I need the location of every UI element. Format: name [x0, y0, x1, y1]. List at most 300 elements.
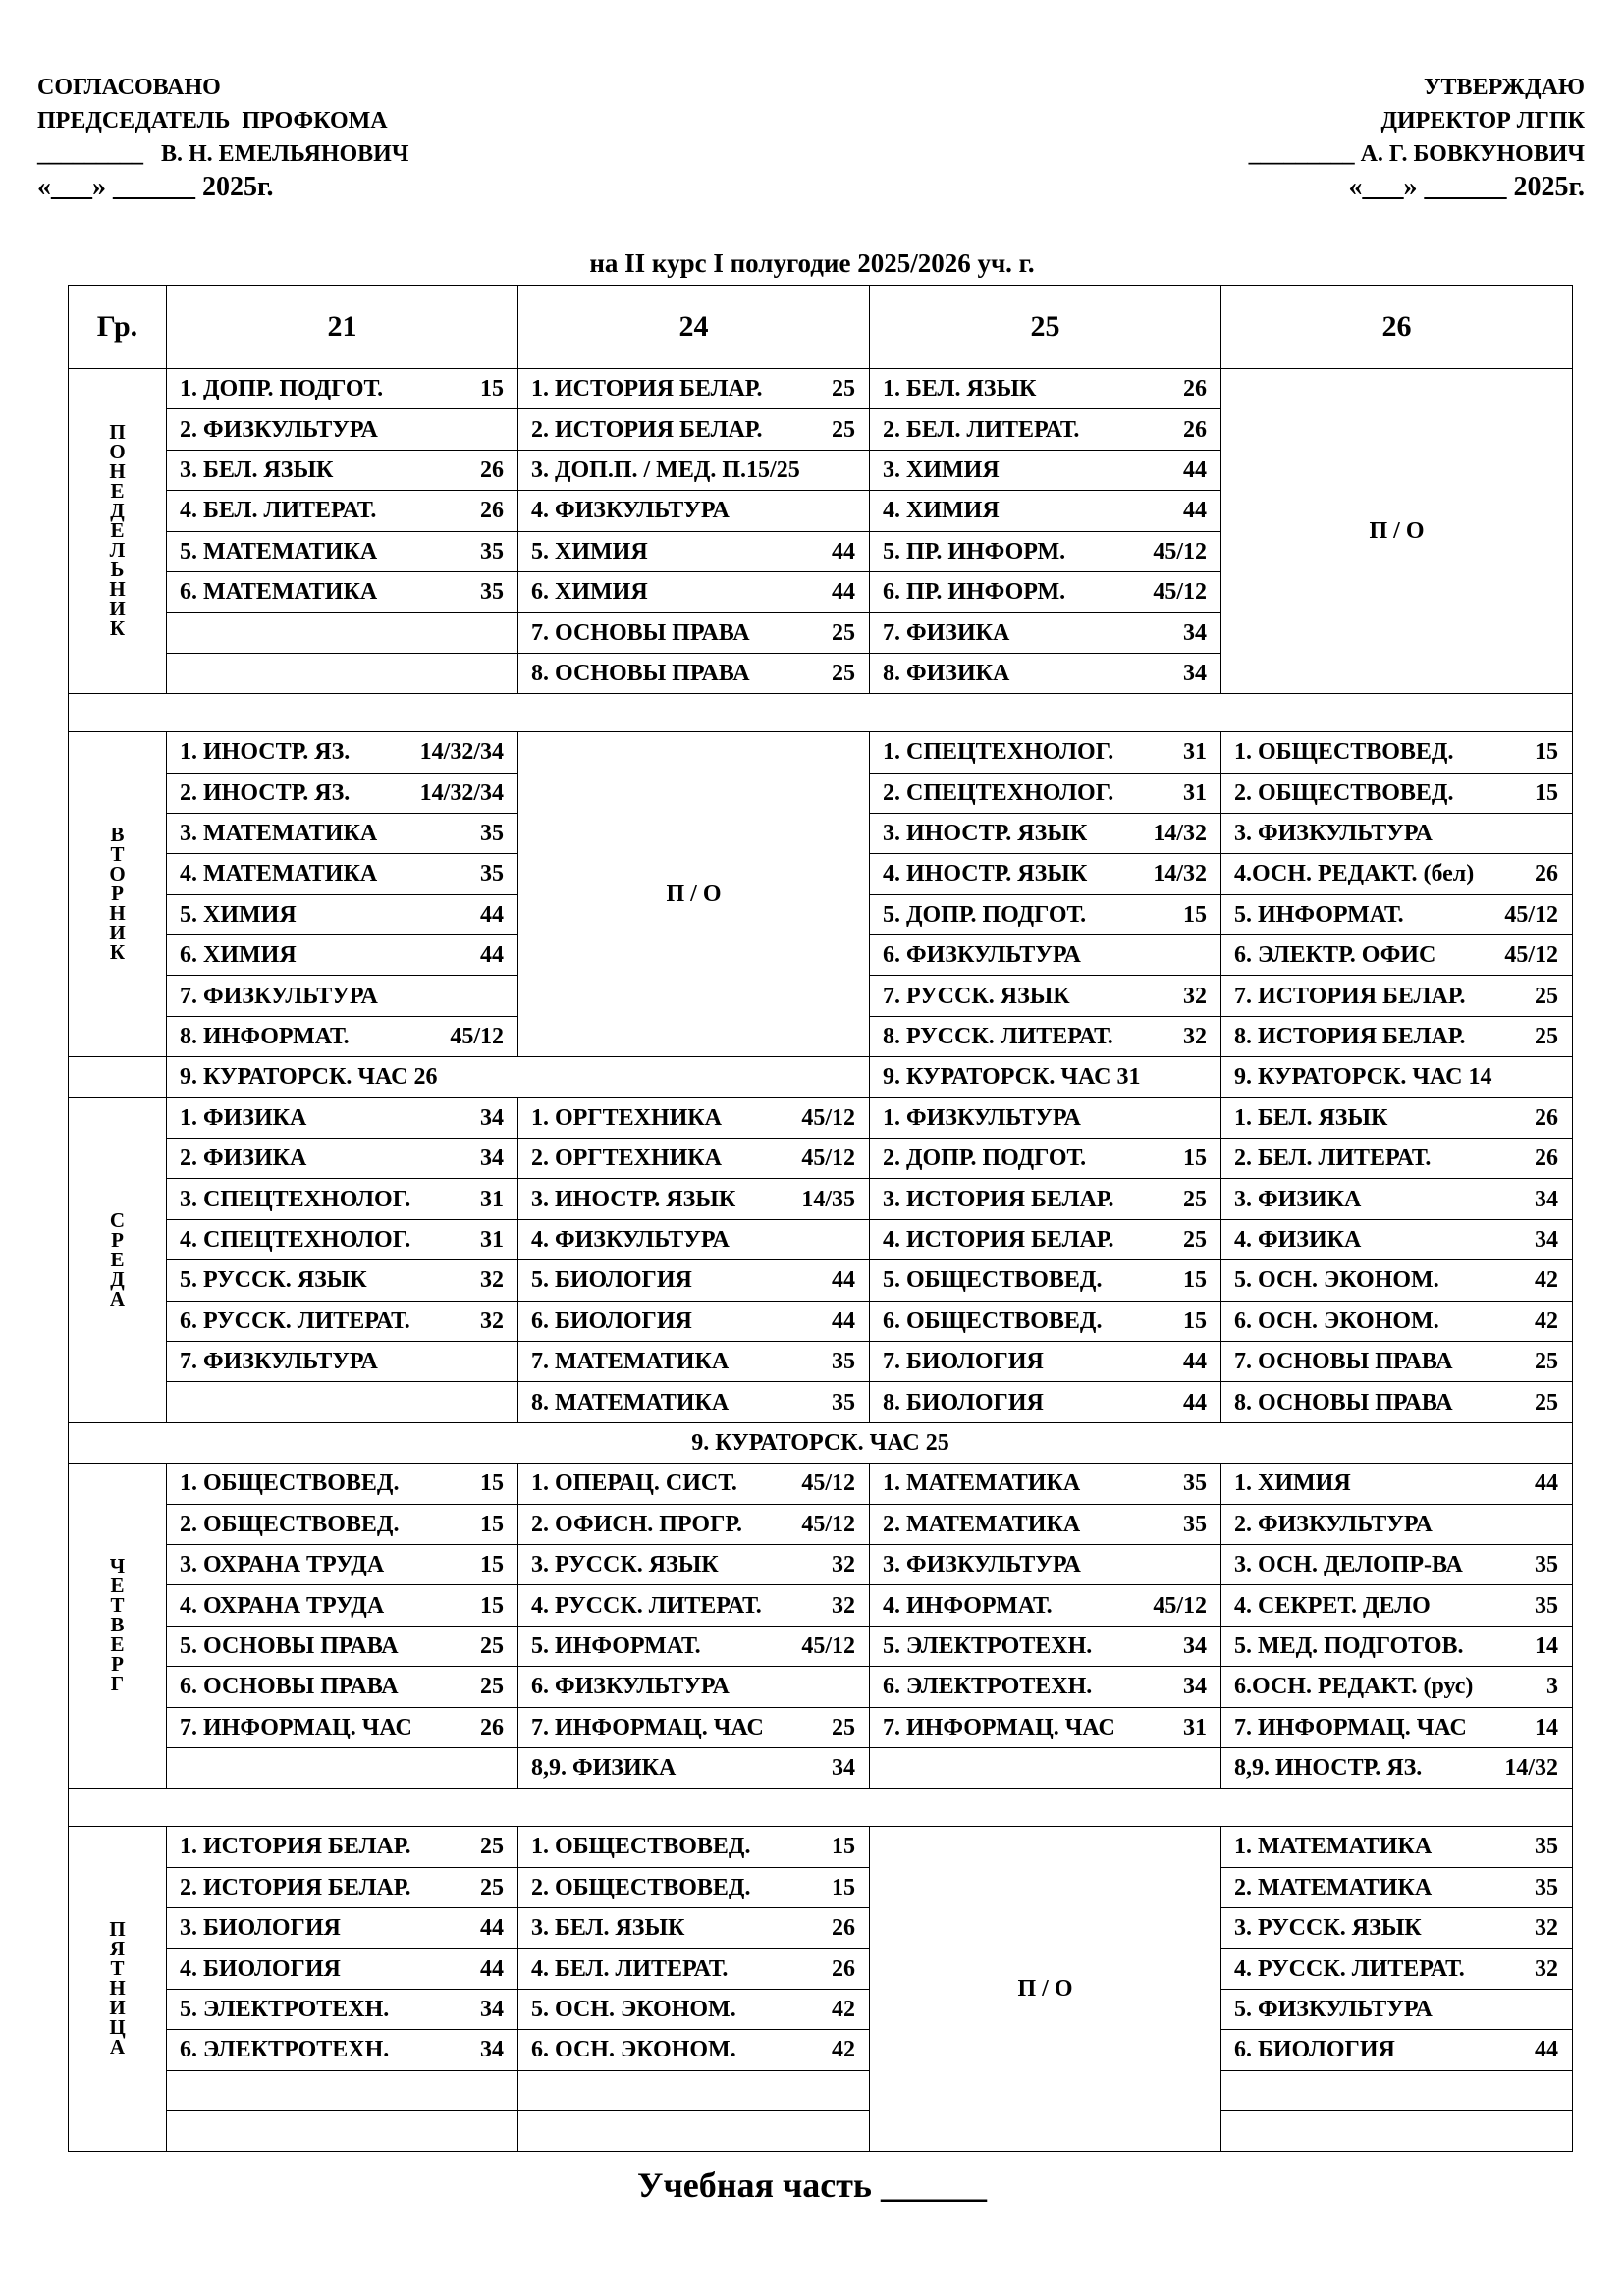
- spacer-cell: [69, 1789, 1573, 1827]
- lesson-cell: [870, 894, 1221, 934]
- lesson-room: 15: [832, 1834, 855, 1860]
- lesson-subject: 6. МАТЕМАТИКА: [180, 579, 378, 606]
- lesson: [167, 862, 517, 885]
- lesson-subject: 7. ФИЗИКА: [883, 619, 1010, 646]
- lesson-room: 44: [1183, 1389, 1207, 1415]
- lesson-cell: [870, 653, 1221, 693]
- lesson: [870, 1309, 1220, 1333]
- lesson-room: 14/32/34: [419, 739, 504, 766]
- lesson-subject: 3. МАТЕМАТИКА: [180, 821, 378, 847]
- lesson-subject: 2. ИНОСТР. ЯЗ.: [180, 779, 351, 806]
- schedule-table: [68, 285, 1573, 2152]
- lesson-row: [69, 1260, 1573, 1301]
- lesson-cell: [870, 813, 1221, 853]
- lesson: [518, 1268, 869, 1292]
- lesson-room: 34: [480, 1146, 504, 1172]
- lesson-cell: [870, 613, 1221, 653]
- practice-cell: П / О: [518, 732, 870, 1057]
- lesson: [870, 1716, 1220, 1739]
- lesson-cell: [1221, 1747, 1573, 1788]
- lesson-cell: [1221, 1139, 1573, 1179]
- lesson-subject: 6. ФИЗКУЛЬТУРА: [883, 942, 1081, 969]
- lesson-subject: 5. РУССК. ЯЗЫК: [180, 1267, 367, 1294]
- lesson-subject: 3. ФИЗКУЛЬТУРА: [883, 1552, 1081, 1578]
- lesson-room: 14: [1535, 1632, 1558, 1659]
- lesson-subject: 3. БЕЛ. ЯЗЫК: [180, 456, 334, 483]
- lesson-subject: 2. ФИЗКУЛЬТУРА: [1234, 1511, 1433, 1537]
- lesson-cell: [1221, 1341, 1573, 1381]
- lesson-subject: 1. ОБЩЕСТВОВЕД.: [1234, 739, 1454, 766]
- spacer-row: [69, 694, 1573, 732]
- lesson-cell: [518, 1179, 870, 1219]
- lesson-subject: 6.ОСН. РЕДАКТ. (рус): [1234, 1674, 1474, 1700]
- lesson-cell: [870, 1097, 1221, 1138]
- lesson-cell: [1221, 1827, 1573, 1867]
- lesson: [870, 580, 1220, 604]
- lesson-cell: [167, 1585, 518, 1626]
- lesson-subject: 4. РУССК. ЛИТЕРАТ.: [531, 1592, 762, 1619]
- lesson-cell: [167, 773, 518, 813]
- lesson-cell: [518, 1219, 870, 1259]
- lesson-cell: [1221, 813, 1573, 853]
- lesson-room: 14/32: [1504, 1755, 1558, 1782]
- day-letter: Д: [110, 499, 125, 523]
- lesson-subject: 2. МАТЕМАТИКА: [883, 1511, 1081, 1537]
- lesson-subject: 4.ОСН. РЕДАКТ. (бел): [1234, 861, 1475, 887]
- lesson-subject: 1. ФИЗИКА: [180, 1104, 307, 1131]
- lesson-cell: [167, 2111, 518, 2152]
- lesson-cell: [167, 1139, 518, 1179]
- lesson-room: 15: [1183, 1146, 1207, 1172]
- lesson-cell: [518, 1827, 870, 1867]
- approve-date: «___» ______ 2025г.: [1348, 172, 1585, 202]
- lesson-subject: 3. ИНОСТР. ЯЗЫК: [883, 821, 1088, 847]
- lesson-subject: 1. ОБЩЕСТВОВЕД.: [180, 1470, 400, 1497]
- lesson-subject: 7. МАТЕМАТИКА: [531, 1349, 730, 1375]
- lesson-room: 25: [1535, 983, 1558, 1009]
- lesson-room: 44: [832, 1267, 855, 1294]
- lesson-subject: 5. ДОПР. ПОДГОТ.: [883, 901, 1087, 928]
- lesson-room: 26: [480, 1714, 504, 1740]
- lesson: [1221, 903, 1572, 927]
- lesson-cell: [167, 1097, 518, 1138]
- lesson-room: 35: [480, 821, 504, 847]
- lesson-room: 34: [480, 2037, 504, 2063]
- day-letter: А: [109, 1286, 126, 1310]
- lesson-room: 42: [832, 2037, 855, 2063]
- lesson-room: 31: [1183, 739, 1207, 766]
- lesson-cell: [870, 935, 1221, 976]
- curator-hour-21-24: 9. КУРАТОРСК. ЧАС 26: [167, 1057, 870, 1097]
- lesson-cell: [518, 1464, 870, 1504]
- day-letter: Н: [109, 901, 126, 926]
- lesson-row: [69, 1867, 1573, 1907]
- lesson-cell: [167, 1827, 518, 1867]
- lesson-cell: [1221, 1949, 1573, 1989]
- lesson-room: 31: [480, 1186, 504, 1212]
- lesson-row: [69, 1908, 1573, 1949]
- lesson-room: 25: [832, 1714, 855, 1740]
- lesson-room: 25: [1535, 1024, 1558, 1050]
- lesson-row: [69, 2070, 1573, 2110]
- lesson-room: 31: [480, 1227, 504, 1253]
- lesson-row: [69, 1989, 1573, 2029]
- lesson-row: [69, 1544, 1573, 1584]
- lesson-cell: [167, 450, 518, 490]
- lesson: [167, 985, 517, 1008]
- lesson-subject: 4. РУССК. ЛИТЕРАТ.: [1234, 1955, 1465, 1982]
- lesson-subject: 8. ФИЗИКА: [883, 660, 1010, 686]
- lesson-subject: 8. ИСТОРИЯ БЕЛАР.: [1234, 1024, 1466, 1050]
- lesson-room: 45/12: [1153, 579, 1207, 606]
- lesson: [870, 822, 1220, 845]
- lesson: [518, 1553, 869, 1576]
- lesson-room: 45/12: [1504, 901, 1558, 928]
- lesson-subject: 3. БЕЛ. ЯЗЫК: [531, 1915, 685, 1942]
- lesson: [870, 1594, 1220, 1618]
- lesson-subject: 8. ОСНОВЫ ПРАВА: [1234, 1389, 1453, 1415]
- lesson-subject: 4. БЕЛ. ЛИТЕРАТ.: [180, 498, 377, 524]
- lesson-cell: [518, 613, 870, 653]
- lesson-room: 26: [1535, 861, 1558, 887]
- lesson-subject: 5. БИОЛОГИЯ: [531, 1267, 692, 1294]
- lesson-cell: [518, 653, 870, 693]
- lesson: [167, 943, 517, 967]
- lesson: [518, 1594, 869, 1618]
- lesson-cell: [1221, 1867, 1573, 1907]
- lesson-cell: [167, 369, 518, 409]
- day-letter: Е: [110, 518, 125, 543]
- lesson-subject: 7. ИНФОРМАЦ. ЧАС: [531, 1714, 764, 1740]
- lesson: [518, 1916, 869, 1940]
- lesson-subject: 5. ОСНОВЫ ПРАВА: [180, 1632, 399, 1659]
- practice-cell: П / О: [870, 1827, 1221, 2152]
- day-letter: Р: [111, 881, 124, 906]
- day-tue: [69, 732, 167, 1057]
- day-letter: О: [109, 440, 126, 464]
- lesson-subject: 5. ИНФОРМАТ.: [531, 1632, 701, 1659]
- lesson-room: 32: [1183, 1024, 1207, 1050]
- lesson-cell: [1221, 1908, 1573, 1949]
- lesson-cell: [518, 1260, 870, 1301]
- lesson-subject: 5. ПР. ИНФОРМ.: [883, 538, 1066, 564]
- lesson-subject: 5. ЭЛЕКТРОТЕХН.: [180, 1997, 390, 2023]
- lesson-subject: 5. МАТЕМАТИКА: [180, 538, 378, 564]
- lesson-row: [69, 1219, 1573, 1259]
- lesson-cell: [167, 409, 518, 450]
- lesson-room: 44: [1535, 1470, 1558, 1497]
- lesson-row: [69, 1139, 1573, 1179]
- lesson-subject: 4. СПЕЦТЕХНОЛОГ.: [180, 1227, 411, 1253]
- lesson-cell: [167, 935, 518, 976]
- director-label: ДИРЕКТОР ЛГПК: [1380, 108, 1585, 133]
- lesson-room: 25: [1535, 1349, 1558, 1375]
- lesson-subject: 3. ФИЗИКА: [1234, 1186, 1362, 1212]
- day-letter: Г: [110, 1672, 125, 1696]
- lesson-cell: [870, 1139, 1221, 1179]
- lesson-subject: 5. ФИЗКУЛЬТУРА: [1234, 1997, 1433, 2023]
- lesson-subject: 4. ИНОСТР. ЯЗЫК: [883, 861, 1088, 887]
- lesson: [518, 1471, 869, 1495]
- lesson-room: 15: [832, 1874, 855, 1900]
- lesson-subject: 1. БЕЛ. ЯЗЫК: [1234, 1104, 1388, 1131]
- lesson: [167, 540, 517, 563]
- day-label: [109, 420, 126, 641]
- approval-block-left: [37, 71, 408, 204]
- lesson-cell: [870, 1747, 1221, 1788]
- day-label: [109, 1917, 126, 2059]
- lesson-room: 45/12: [450, 1024, 504, 1050]
- lesson: [870, 1634, 1220, 1658]
- lesson: [518, 1675, 869, 1698]
- lesson-cell: [167, 491, 518, 531]
- lesson-room: 45/12: [801, 1104, 855, 1131]
- lesson-row: [69, 1827, 1573, 1867]
- approve-label: УТВЕРЖДАЮ: [1423, 75, 1585, 100]
- day-mon: [69, 369, 167, 694]
- lesson: [518, 377, 869, 400]
- lesson: [1221, 1350, 1572, 1373]
- lesson: [167, 781, 517, 805]
- day-letter: Н: [109, 1976, 126, 2001]
- lesson-cell: [1221, 2111, 1573, 2152]
- day-letter: Ь: [110, 558, 125, 582]
- lesson: [1221, 1147, 1572, 1170]
- day-letter: Е: [110, 479, 125, 504]
- lesson-room: 32: [480, 1308, 504, 1334]
- lesson: [870, 985, 1220, 1008]
- lesson: [167, 1916, 517, 1940]
- lesson: [870, 499, 1220, 522]
- lesson: [518, 1228, 869, 1252]
- lesson-room: 25: [1183, 1186, 1207, 1212]
- lesson-subject: 8. ИНФОРМАТ.: [180, 1024, 350, 1050]
- lesson-cell: [518, 1667, 870, 1707]
- lesson-subject: 8. РУССК. ЛИТЕРАТ.: [883, 1024, 1113, 1050]
- lesson-cell: [518, 1301, 870, 1341]
- lesson-cell: [870, 854, 1221, 894]
- lesson: [518, 1188, 869, 1211]
- lesson-room: 34: [832, 1755, 855, 1782]
- lesson-cell: [518, 1626, 870, 1666]
- lesson: [870, 1268, 1220, 1292]
- lesson: [167, 458, 517, 482]
- lesson-cell: [518, 1908, 870, 1949]
- day-thu: [69, 1464, 167, 1789]
- lesson-subject: 1. ФИЗКУЛЬТУРА: [883, 1104, 1081, 1131]
- lesson-room: 44: [480, 1955, 504, 1982]
- lesson: [518, 1391, 869, 1415]
- day-letter: Н: [109, 459, 126, 484]
- lesson-cell: [1221, 1179, 1573, 1219]
- lesson-subject: 1. ОРГТЕХНИКА: [531, 1104, 723, 1131]
- lesson-room: 15: [480, 1470, 504, 1497]
- lesson-subject: 2. ОРГТЕХНИКА: [531, 1146, 723, 1172]
- lesson-row: [69, 1949, 1573, 1989]
- lesson-subject: 7. ИНФОРМАЦ. ЧАС: [180, 1714, 412, 1740]
- lesson-cell: [1221, 1707, 1573, 1747]
- lesson-row: [69, 1585, 1573, 1626]
- lesson-cell: [518, 531, 870, 571]
- lesson: [870, 1553, 1220, 1576]
- lesson-cell: [870, 976, 1221, 1016]
- lesson-subject: 6. ЭЛЕКТРОТЕХН.: [180, 2037, 390, 2063]
- group-21: 21: [167, 286, 518, 369]
- lesson-room: 35: [1535, 1552, 1558, 1578]
- lesson-cell: [167, 894, 518, 934]
- lesson-subject: 5. ХИМИЯ: [531, 538, 648, 564]
- lesson: [1221, 1309, 1572, 1333]
- footer-signature: Учебная часть ______: [637, 2165, 987, 2205]
- lesson-cell: [518, 369, 870, 409]
- day-label: [109, 823, 126, 965]
- day-letter: Ч: [109, 1554, 126, 1578]
- day-letter: Р: [111, 1652, 124, 1677]
- lesson-room: 32: [480, 1267, 504, 1294]
- lesson: [870, 1513, 1220, 1536]
- day-letter: Е: [110, 1574, 125, 1598]
- lesson-room: 25: [832, 619, 855, 646]
- day-letter: П: [109, 420, 126, 445]
- lesson-row: [69, 1464, 1573, 1504]
- lesson-room: 32: [1535, 1955, 1558, 1982]
- curator-hour-26: 9. КУРАТОРСК. ЧАС 14: [1221, 1057, 1573, 1097]
- lesson-cell: [167, 1989, 518, 2029]
- lesson-room: 34: [1183, 1632, 1207, 1659]
- lesson-room: 15: [1183, 901, 1207, 928]
- lesson-cell: [167, 1949, 518, 1989]
- lesson: [1221, 943, 1572, 967]
- lesson-room: 45/12: [801, 1511, 855, 1537]
- lesson-subject: 7. ИНФОРМАЦ. ЧАС: [883, 1714, 1115, 1740]
- lesson-cell: [518, 1382, 870, 1422]
- lesson: [167, 1309, 517, 1333]
- lesson: [167, 1553, 517, 1576]
- lesson: [1221, 1553, 1572, 1576]
- lesson-room: 15: [1183, 1267, 1207, 1294]
- lesson-cell: [167, 1016, 518, 1056]
- lesson: [1221, 1268, 1572, 1292]
- lesson-room: 3: [1546, 1674, 1558, 1700]
- lesson-cell: [870, 571, 1221, 612]
- day-letter: К: [109, 616, 126, 641]
- lesson-room: 34: [1535, 1186, 1558, 1212]
- lesson-room: 35: [1535, 1834, 1558, 1860]
- lesson: [167, 1957, 517, 1981]
- day-letter: Я: [109, 1937, 126, 1961]
- lesson-cell: [167, 1260, 518, 1301]
- lesson-cell: [167, 1219, 518, 1259]
- lesson: [518, 1350, 869, 1373]
- lesson-cell: [167, 571, 518, 612]
- lesson: [167, 1228, 517, 1252]
- lesson: [1221, 1916, 1572, 1940]
- lesson-room: 45/12: [1504, 942, 1558, 969]
- lesson-subject: 1. БЕЛ. ЯЗЫК: [883, 376, 1037, 402]
- lesson: [518, 499, 869, 522]
- lesson-subject: 5. ИНФОРМАТ.: [1234, 901, 1404, 928]
- day-letter: П: [109, 1917, 126, 1942]
- lesson-cell: [167, 1382, 518, 1422]
- lesson: [167, 580, 517, 604]
- lesson-cell: [167, 813, 518, 853]
- lesson-subject: 1. ХИМИЯ: [1234, 1470, 1351, 1497]
- lesson-subject: 2. ФИЗКУЛЬТУРА: [180, 416, 378, 443]
- lesson-cell: [1221, 1667, 1573, 1707]
- lesson-row: [69, 369, 1573, 409]
- lesson: [1221, 1998, 1572, 2021]
- lesson-room: 44: [1535, 2037, 1558, 2063]
- lesson-room: 14/32: [1153, 861, 1207, 887]
- lesson: [1221, 862, 1572, 885]
- curator-row: [69, 1057, 1573, 1097]
- lesson: [870, 1350, 1220, 1373]
- lesson: [518, 1147, 869, 1170]
- lesson-cell: [518, 1989, 870, 2029]
- lesson: [870, 781, 1220, 805]
- lesson-cell: [167, 1867, 518, 1907]
- day-letter: Е: [110, 1632, 125, 1657]
- header-row: [69, 286, 1573, 369]
- lesson-subject: 7. ИСТОРИЯ БЕЛАР.: [1234, 983, 1466, 1009]
- lesson-room: 32: [832, 1592, 855, 1619]
- lesson: [167, 1471, 517, 1495]
- lesson: [167, 1025, 517, 1048]
- lesson-row: [69, 1341, 1573, 1381]
- lesson-cell: [518, 1747, 870, 1788]
- lesson-cell: [870, 1179, 1221, 1219]
- lesson: [1221, 1106, 1572, 1130]
- lesson-subject: 3. ИСТОРИЯ БЕЛАР.: [883, 1186, 1114, 1212]
- lesson-cell: [870, 369, 1221, 409]
- lesson-cell: [870, 1016, 1221, 1056]
- lesson-cell: [1221, 894, 1573, 934]
- lesson-room: 15: [1535, 779, 1558, 806]
- lesson: [167, 418, 517, 442]
- day-letter: Н: [109, 577, 126, 602]
- lesson-subject: 4. ФИЗКУЛЬТУРА: [531, 1227, 730, 1253]
- lesson-cell: [1221, 2030, 1573, 2070]
- lesson: [167, 1147, 517, 1170]
- lesson-cell: [870, 1667, 1221, 1707]
- lesson-room: 25: [480, 1874, 504, 1900]
- lesson-subject: 5. ОСН. ЭКОНОМ.: [1234, 1267, 1439, 1294]
- approval-block-right: [1249, 71, 1585, 204]
- lesson: [1221, 985, 1572, 1008]
- lesson-subject: 1. ДОПР. ПОДГОТ.: [180, 376, 384, 402]
- lesson-cell: [518, 2111, 870, 2152]
- lesson-room: 25: [480, 1632, 504, 1659]
- lesson-row: [69, 1179, 1573, 1219]
- lesson-cell: [518, 491, 870, 531]
- lesson-cell: [1221, 1585, 1573, 1626]
- lesson: [518, 662, 869, 685]
- lesson-room: 31: [1183, 1714, 1207, 1740]
- lesson-subject: 7. БИОЛОГИЯ: [883, 1349, 1044, 1375]
- lesson-cell: [1221, 1097, 1573, 1138]
- lesson-room: 35: [1535, 1874, 1558, 1900]
- day-letter: Т: [110, 1956, 125, 1981]
- lesson-cell: [518, 1949, 870, 1989]
- lesson-room: 44: [832, 1308, 855, 1334]
- lesson-cell: [1221, 1260, 1573, 1301]
- lesson-room: 35: [832, 1349, 855, 1375]
- lesson-subject: 4. МАТЕМАТИКА: [180, 861, 378, 887]
- lesson-room: 44: [480, 901, 504, 928]
- lesson-room: 44: [1183, 1349, 1207, 1375]
- lesson-subject: 2. ИСТОРИЯ БЕЛАР.: [531, 416, 763, 443]
- lesson-room: 35: [832, 1389, 855, 1415]
